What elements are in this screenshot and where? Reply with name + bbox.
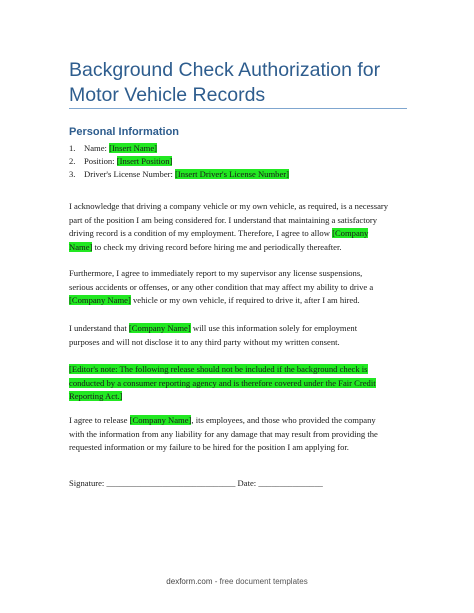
title-divider — [69, 108, 407, 109]
placeholder-company-name: [Company Name] — [129, 415, 192, 425]
text-line — [69, 241, 414, 255]
field-label-name: Name: — [84, 143, 107, 153]
text-line — [69, 294, 414, 308]
list-number: 2. — [69, 156, 76, 166]
personal-information-list — [69, 142, 289, 181]
placeholder-insert-position: [Insert Position] — [116, 156, 173, 166]
text-line: serious accidents or offenses, or any other condition that may affect my ability to drive a — [69, 281, 374, 292]
section-heading-personal-information: Personal Information — [69, 126, 180, 138]
footer — [0, 577, 474, 586]
paragraph-release — [69, 414, 414, 455]
text-line: with the information from any liability for any damage that may result from providing the — [69, 428, 378, 439]
editor-note-text: Reporting Act.] — [69, 391, 123, 401]
list-item-position — [69, 155, 289, 168]
date-label: Date: — [237, 478, 257, 488]
list-number: 3. — [69, 169, 76, 179]
placeholder-company-name: [Company Name] — [69, 295, 131, 305]
footer-text: - free document templates — [212, 577, 308, 586]
field-label-license-number: Driver's License Number: — [84, 169, 173, 179]
text-line — [69, 390, 414, 404]
text-line: requested information or my failure to be hired for the position I am applying for. — [69, 442, 349, 452]
text-line — [69, 322, 414, 336]
paragraph-acknowledgement — [69, 200, 414, 254]
text-segment: , its employees, and those who provided the company — [191, 415, 376, 425]
paragraph-reporting — [69, 267, 414, 308]
text-line: purposes and will not disclose it to any third party without my written consent. — [69, 336, 340, 347]
text-line: Furthermore, I agree to immediately report to my supervisor any license suspensions, — [69, 268, 363, 278]
signature-field[interactable]: ______________________________ — [106, 478, 236, 488]
document-title: Background Check Authorization for Motor Vehicle Records — [69, 59, 381, 106]
footer-brand-link[interactable]: dexform.com — [166, 577, 213, 586]
field-label-position: Position: — [84, 156, 115, 166]
editor-note — [69, 363, 414, 404]
placeholder-company-name: [Company Name] — [128, 323, 191, 333]
editor-note-text: conducted by a consumer reporting agency and is therefore covered under the Fair Credit — [69, 377, 376, 388]
text-segment: will use this information solely for employment — [192, 323, 358, 333]
paragraph-consent — [69, 322, 414, 349]
text-segment: vehicle or my own vehicle, if required to drive it, after I am hired. — [132, 295, 360, 305]
placeholder-insert-name: [Insert Name] — [109, 143, 158, 153]
text-segment: driving record is a condition of my employment. Therefore, I agree to allow — [69, 228, 330, 238]
placeholder-company-name: [Company — [332, 228, 369, 238]
signature-label: Signature: — [69, 478, 105, 488]
list-item-name — [69, 142, 289, 155]
text-segment: I understand that — [69, 323, 127, 333]
text-line — [69, 363, 414, 377]
date-field[interactable]: _______________ — [258, 478, 323, 488]
text-segment: I agree to release — [69, 415, 128, 425]
placeholder-company-name: Name] — [69, 241, 93, 252]
text-line — [69, 227, 414, 241]
editor-note-text: [Editor's note: The following release should not be included if the background check is — [69, 364, 368, 374]
placeholder-insert-license-number: [Insert Driver's License Number] — [175, 169, 289, 179]
list-item-license-number — [69, 168, 289, 181]
list-number: 1. — [69, 143, 76, 153]
text-line — [69, 414, 414, 428]
text-line: part of the position I am being considered for. I understand that maintaining a satisfactory — [69, 214, 378, 225]
text-line: I acknowledge that driving a company vehicle or my own vehicle, as required, is a necessary — [69, 201, 389, 211]
text-line — [69, 377, 414, 391]
signature-line — [69, 477, 414, 491]
text-segment: to check my driving record before hiring me and periodically thereafter. — [94, 241, 342, 252]
